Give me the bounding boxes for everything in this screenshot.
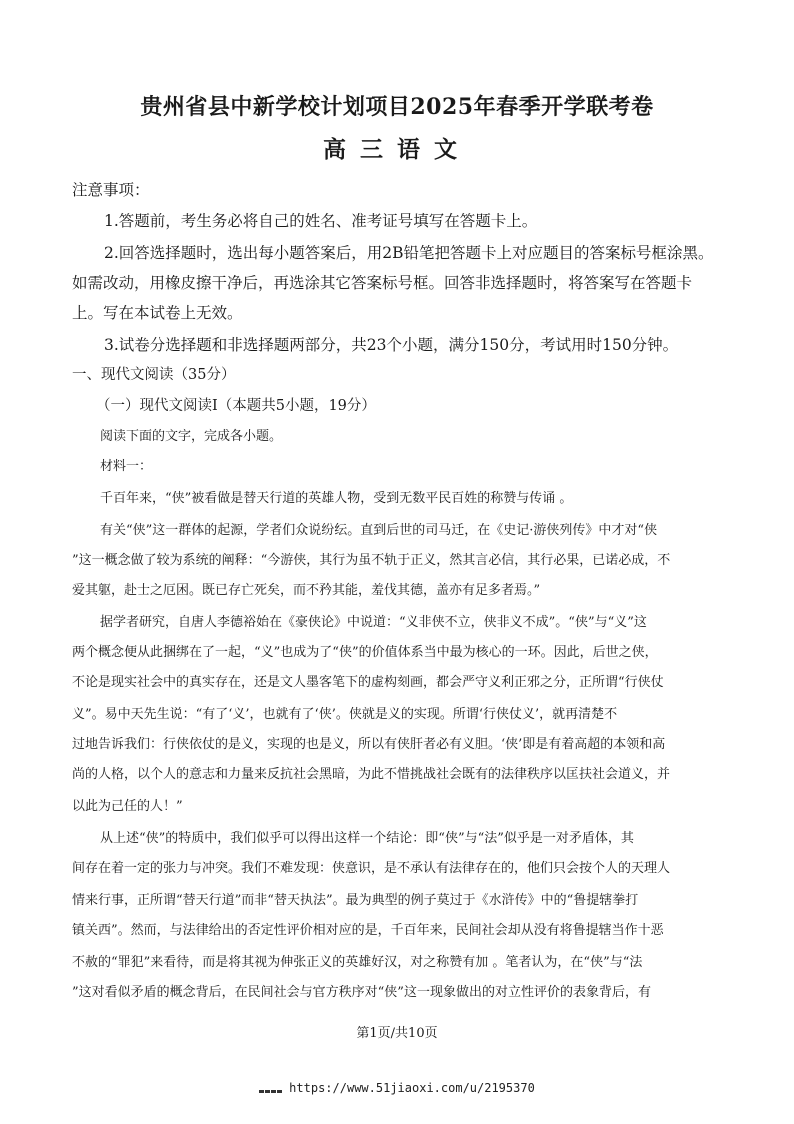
body-line: 义”。易中天先生说：“有了‘义’，也就有了‘侠’。侠就是义的实现。所谓‘行侠仗义’，就再清楚不 [72, 707, 618, 722]
body-line: 千百年来，“侠”被看做是替天行道的英雄人物，受到无数平民百姓的称赞与传诵 。 [100, 491, 573, 506]
body-line: 不论是现实社会中的真实存在，还是文人墨客笔下的虚构刻画，都会严守义利正邪之分，正所谓“行侠仗 [72, 675, 664, 690]
body-line: ”这一概念做了较为系统的阐释：“今游侠，其行为虽不轨于正义，然其言必信，其行必果，已诺必成，不 [72, 553, 671, 568]
body-line: 有关“侠”这一群体的起源，学者们众说纷纭。直到后世的司马迁，在《史记·游侠列传》中才对“侠 [100, 523, 658, 538]
body-line: 间存在着一定的张力与冲突。我们不难发现：侠意识，是不承认有法律存在的，他们只会按个人的天理人 [72, 861, 671, 876]
body-line: 情来行事，正所谓“替天行道”而非“替天执法”。最为典型的例子莫过于《水浒传》中的“鲁提辖拳打 [72, 893, 639, 908]
body-line: 据学者研究，自唐人李德裕始在《豪侠论》中说道：“义非侠不立，侠非义不成”。“侠”与“义”这 [100, 615, 647, 630]
body-line: 镇关西”。然而，与法律给出的否定性评价相对应的是，千百年来，民间社会却从没有将鲁提辖当作十恶 [72, 923, 664, 938]
body-line: 尚的人格，以个人的意志和力量来反抗社会黑暗，为此不惜挑战社会既有的法律秩序以匡扶社会道义，并 [72, 767, 671, 782]
page-number: 第1页/共10页 [356, 1026, 438, 1041]
reading-instruction: 阅读下面的文字，完成各小题。 [100, 429, 283, 444]
exam-subject: 高三语文 [323, 136, 471, 163]
body-line: 爱其躯，赴士之厄困。既已存亡死矣，而不矜其能，羞伐其德，盖亦有足多者焉。” [72, 583, 541, 598]
body-line: ”这对看似矛盾的概念背后，在民间社会与官方秩序对“侠”这一现象做出的对立性评价的表象背后，有 [72, 985, 651, 1000]
body-line: 两个概念便从此捆绑在了一起，“义”也成为了“侠”的价值体系当中最为核心的一环。因此，后世之侠， [72, 645, 658, 660]
notice-item-2-line-2: 如需改动，用橡皮擦干净后，再选涂其它答案标号框。回答非选择题时，将答案写在答题卡 [72, 274, 693, 292]
material-label: 材料一： [100, 459, 153, 474]
watermark-logo-icon [259, 1080, 283, 1098]
watermark [0, 1079, 794, 1098]
exam-title: 贵州省县中新学校计划项目2025年春季开学联考卷 [140, 94, 654, 120]
section-heading: 一、现代文阅读（35分） [72, 367, 236, 383]
notice-item-1: 1.答题前，考生务必将自己的姓名、准考证号填写在答题卡上。 [104, 212, 538, 230]
watermark-link[interactable]: https://www.51jiaoxi.com/u/2195370 [289, 1081, 535, 1095]
notice-heading: 注意事项： [72, 181, 150, 199]
body-line: 不赦的“罪犯”来看待，而是将其视为伸张正义的英雄好汉，对之称赞有加 。笔者认为，在“侠”与“法 [72, 955, 643, 970]
body-line: 从上述“侠”的特质中，我们似乎可以得出这样一个结论：即“侠”与“法”似乎是一对矛盾体，其 [100, 831, 634, 846]
notice-item-3: 3.试卷分选择题和非选择题两部分，共23个小题，满分150分，考试用时150分钟。 [104, 336, 679, 354]
notice-item-2-line-3: 上。写在本试卷上无效。 [72, 304, 243, 322]
subsection-heading: （一）现代文阅读Ⅰ（本题共5小题，19分） [96, 398, 376, 414]
notice-item-2-line-1: 2.回答选择题时，选出每小题答案后，用2B铅笔把答题卡上对应题目的答案标号框涂黑。 [104, 244, 714, 262]
body-line: 以此为己任的人！” [72, 799, 183, 814]
body-line: 过地告诉我们：行侠依仗的是义，实现的也是义，所以有侠肝者必有义胆。‘侠’即是有着高超的本领和高 [72, 737, 666, 752]
